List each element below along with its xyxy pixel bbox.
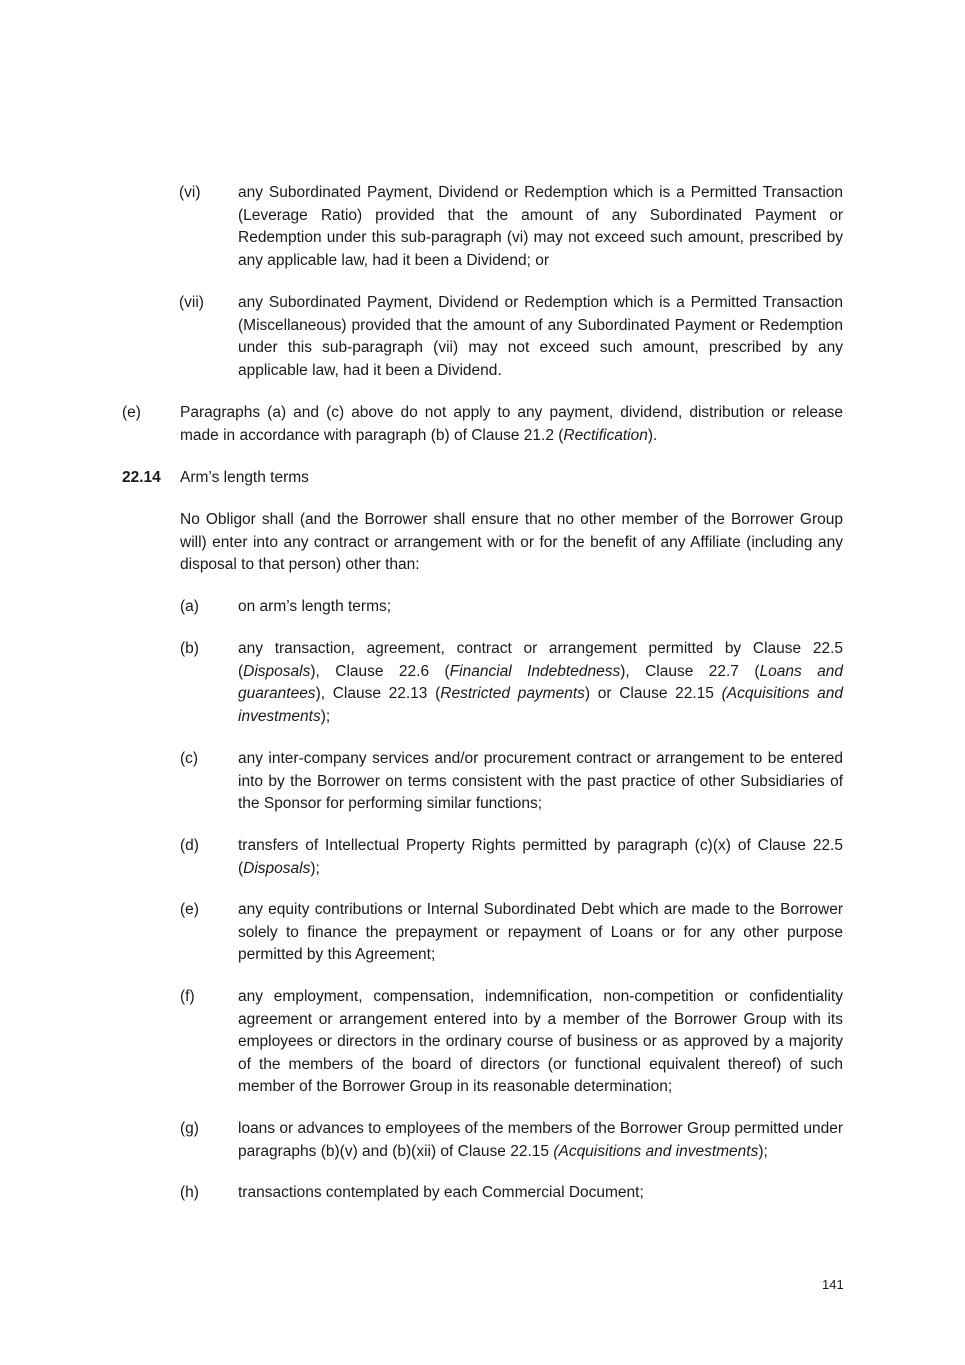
text-run: );	[310, 859, 320, 877]
text-run: any transaction, agreement, contract or arrangement permitted by Clause 22.5 (	[238, 640, 843, 680]
text-run: any Subordinated Payment, Dividend or Redemption which is a Permitted Transaction (Miscellaneous) provided that the amount of any Subordinated Payment or Redemption under this sub-paragraph (vii) may not exceed such amount, prescribed by any applicable law, had it been a Dividend.	[238, 294, 843, 379]
text-run: ), Clause 22.7 (	[620, 662, 760, 680]
text-run: ), Clause 22.13 (	[315, 685, 441, 702]
list-item-text	[238, 899, 843, 967]
italic-run: Rectification	[563, 426, 648, 444]
clause-number: 22.14	[122, 469, 161, 486]
list-item-label: (f)	[180, 988, 195, 1005]
list-item-label: (g)	[180, 1120, 199, 1137]
list-item-label: (h)	[180, 1184, 199, 1201]
text-run: any Subordinated Payment, Dividend or Redemption which is a Permitted Transaction (Leverage Ratio) provided that the amount of any Subordinated Payment or Redemption under this sub-paragraph (vi) may not exceed such amount, prescribed by any applicable law, had it been a Dividend; or	[238, 184, 843, 269]
list-item-label: (d)	[180, 837, 199, 854]
paragraph-text	[180, 402, 843, 447]
list-item-text	[238, 835, 843, 880]
text-run: );	[320, 707, 331, 725]
italic-run: Disposals	[243, 859, 311, 877]
text-run: any employment, compensation, indemnification, non-competition or confidentiality agreement or arrangement entered into by a member of the Borrower Group with its employees or directors in the ordinary course of business or as approved by a majority of the members of the board of directors (or functional equivalent thereof) of such member of the Borrower Group in its reasonable determination;	[238, 988, 843, 1095]
italic-run: (Acquisitions and investments	[238, 685, 843, 725]
clause-intro-text: No Obligor shall (and the Borrower shall ensure that no other member of the Borrower Group will) enter into any contract or arrangement with or for the benefit of any Affiliate (including any disposal to that person) other than:	[180, 511, 843, 573]
list-item-text	[238, 596, 843, 619]
text-run: transfers of Intellectual Property Rights permitted by paragraph (c)(x) of Clause 22.5 (	[238, 837, 843, 877]
text-run: ), Clause 22.6 (	[310, 662, 450, 680]
list-item-text	[238, 1118, 843, 1163]
italic-run: (Acquisitions and investments	[553, 1142, 759, 1160]
list-item-text	[238, 638, 843, 728]
text-run: ).	[647, 426, 658, 444]
sub-item-label: (vii)	[179, 294, 204, 311]
text-run: any equity contributions or Internal Subordinated Debt which are made to the Borrower solely to finance the prepayment or repayment of Loans or for any other purpose permitted by this Agreement;	[238, 901, 843, 963]
sub-item-text	[238, 292, 843, 382]
text-run: ) or Clause 22.15	[584, 685, 722, 702]
italic-run: Financial Indebtedness	[449, 662, 621, 680]
text-run: );	[758, 1142, 768, 1160]
italic-run: Disposals	[243, 662, 311, 680]
sub-item-label: (vi)	[179, 184, 201, 201]
clause-title: Arm’s length terms	[180, 469, 309, 486]
italic-run: Restricted payments	[440, 685, 585, 702]
page-number: 141	[822, 1277, 844, 1292]
text-run: loans or advances to employees of the members of the Borrower Group permitted under paragraphs (b)(v) and (b)(xii) of Clause 22.15	[238, 1120, 843, 1160]
paragraph-label: (e)	[122, 404, 141, 421]
list-item-label: (e)	[180, 901, 199, 918]
text-run: transactions contemplated by each Commercial Document;	[238, 1184, 644, 1201]
list-item-text	[238, 986, 843, 1099]
sub-item-text	[238, 182, 843, 272]
text-run: Paragraphs (a) and (c) above do not apply to any payment, dividend, distribution or release made in accordance with paragraph (b) of Clause 21.2 (	[180, 404, 843, 444]
list-item-text	[238, 1182, 843, 1205]
italic-run: Loans and guarantees	[238, 662, 844, 702]
list-item-label: (c)	[180, 750, 199, 767]
text-run: any inter-company services and/or procurement contract or arrangement to be entered into by the Borrower on terms consistent with the past practice of other Subsidiaries of the Sponsor for performing similar functions;	[238, 750, 843, 812]
text-run: on arm’s length terms;	[238, 598, 392, 615]
list-item-text	[238, 748, 843, 816]
list-item-label: (a)	[180, 598, 199, 615]
list-item-label: (b)	[180, 640, 199, 657]
